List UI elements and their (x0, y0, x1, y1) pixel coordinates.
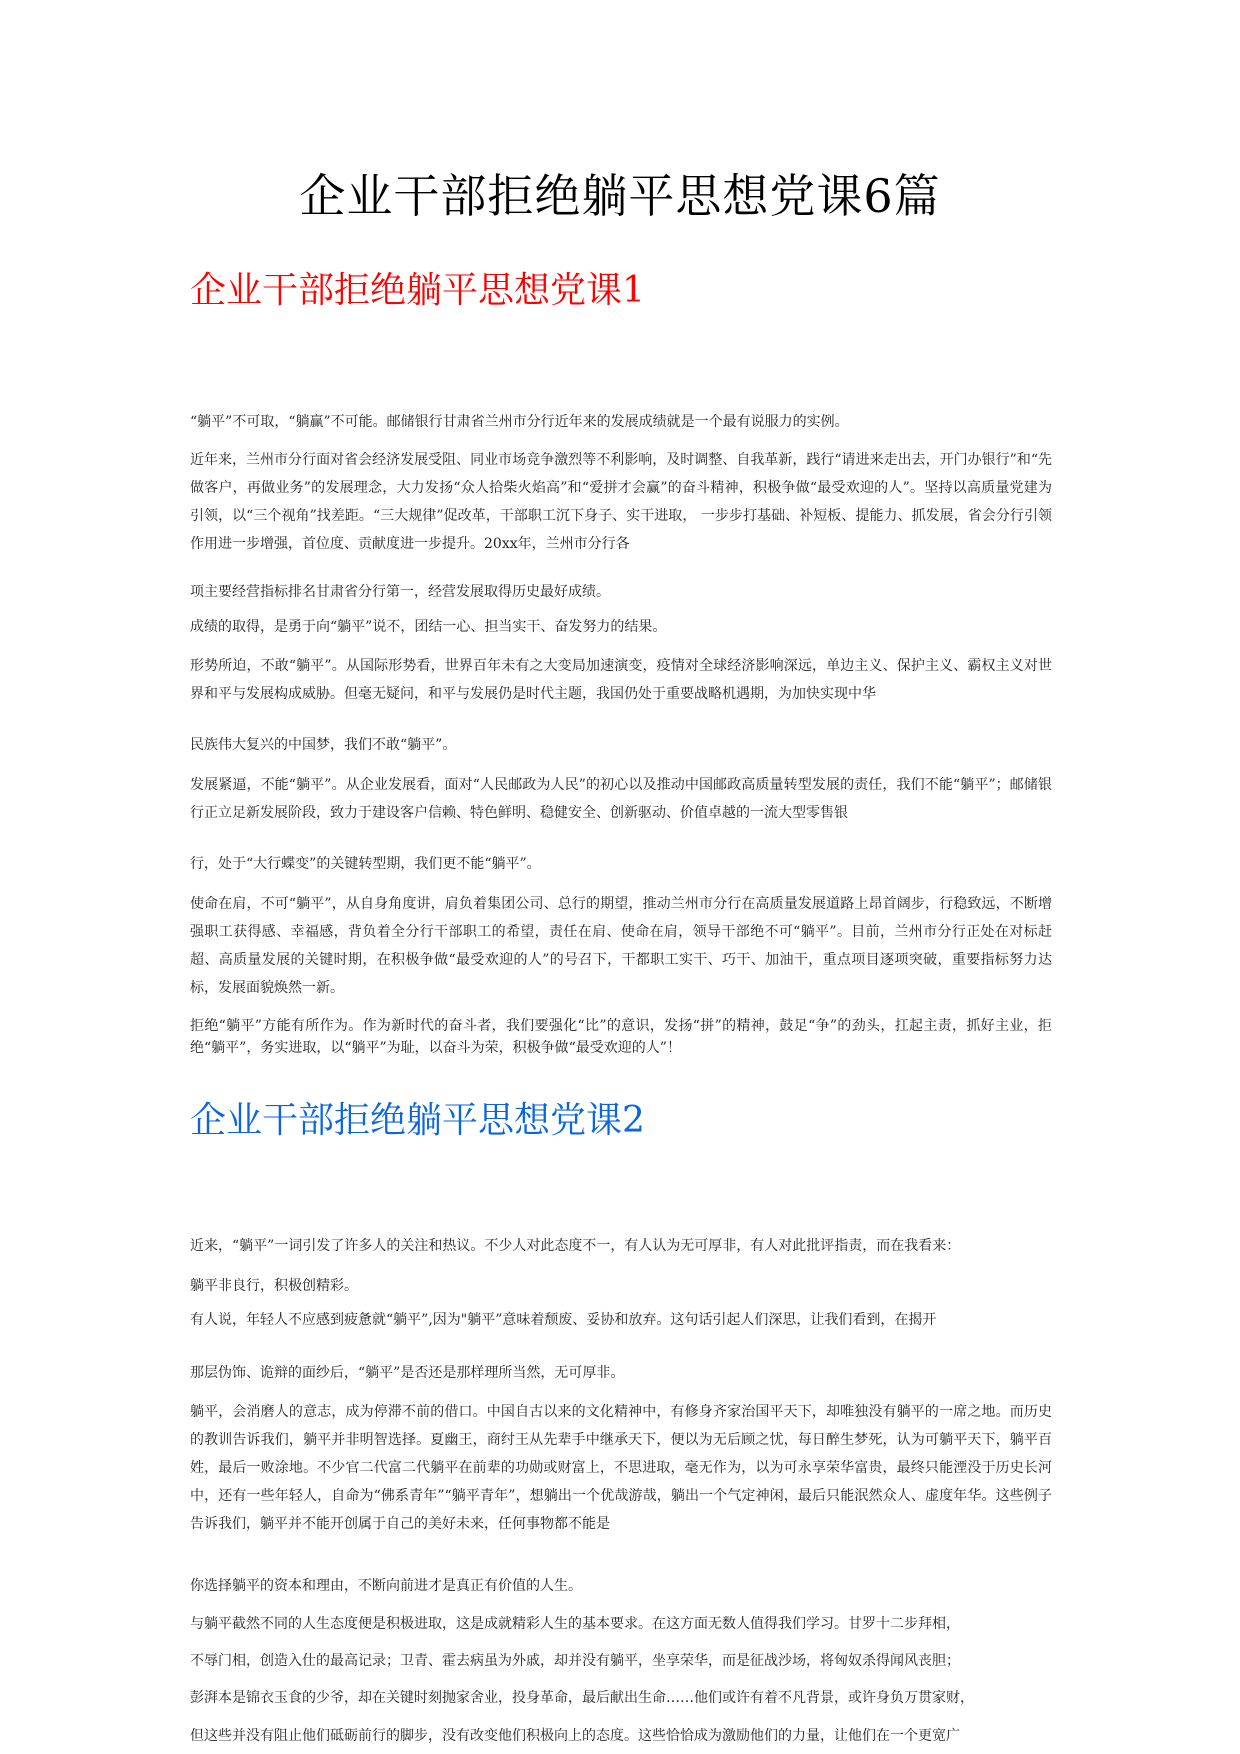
section-2-paragraph: 与躺平截然不同的人生态度便是积极进取，这是成就精彩人生的基本要求。在这方面无数人值得我们学习。甘罗十二步拜相， (190, 1616, 960, 1632)
section-2-paragraph: 躺平，会消磨人的意志，成为停滞不前的借口。中国自古以来的文化精神中，有修身齐家治国平天下，却唯独没有躺平的一席之地。而历史的教训告诉我们，躺平并非明智选择。夏幽王，商纣王从先辈手中继承天下，便以为无后顾之忧，每日醉生梦死，认为可躺平天下，躺平百姓，最后一败涂地。不少官二代富二代躺平在前辈的功勋或财富上，不思进取，毫无作为，以为可永享荣华富贵，最终只能湮没于历史长河中，还有一些年轻人，自命为“佛系青年”“躺平青年”，想躺出一个优哉游哉，躺出一个气定神闲，最后只能泯然众人、虚度年华。这些例子告诉我们，躺平并不能开创属于自己的美好未来，任何事物都不能是 (190, 1404, 1052, 1532)
section-2-paragraph: 近来，“躺平”一词引发了许多人的关注和热议。不少人对此态度不一，有人认为无可厚非，有人对此批评指责，而在我看来： (190, 1238, 961, 1254)
section-1-paragraph: 发展紧逼，不能“躺平”。从企业发展看，面对“人民邮政为人民”的初心以及推动中国邮政高质量转型发展的责任，我们不能“躺平”；邮储银行正立足新发展阶段，致力于建设客户信赖、特色鲜明、稳健安全、创新驱动、价值卓越的一流大型零售银 (190, 777, 1052, 821)
section-1-paragraph: 成绩的取得，是勇于向“躺平”说不，团结一心、担当实干、奋发努力的结果。 (190, 619, 667, 635)
section-1-heading: 企业干部拒绝躺平思想党课1 (190, 270, 645, 311)
section-1-paragraph: 项主要经营指标排名甘肃省分行第一，经营发展取得历史最好成绩。 (190, 584, 610, 600)
section-2-paragraph: 你选择躺平的资本和理由，不断向前进才是真正有价值的人生。 (190, 1578, 582, 1594)
section-2-paragraph: 躺平非良行，积极创精彩。 (190, 1278, 358, 1294)
section-2-paragraph: 有人说，年轻人不应感到疲惫就“躺平”,因为"躺平”意味着颓废、妥协和放弃。这句话引起人们深思，让我们看到，在揭开 (190, 1312, 937, 1328)
section-1-paragraph: 民族伟大复兴的中国梦，我们不敢“躺平”。 (190, 737, 457, 753)
section-2-heading: 企业干部拒绝躺平思想党课2 (190, 1100, 645, 1141)
section-1-paragraph: “躺平”不可取，“躺赢”不可能。邮储银行甘肃省兰州市分行近年来的发展成绩就是一个最有说服力的实例。 (190, 414, 849, 430)
section-2-paragraph: 彭湃本是锦衣玉食的少爷，却在关键时刻抛家舍业，投身革命，最后献出生命……他们或许有着不凡背景，或许身负万贯家财， (190, 1690, 974, 1706)
section-1-paragraph: 形势所迫，不敢“躺平”。从国际形势看，世界百年未有之大变局加速演变，疫情对全球经济影响深远，单边主义、保护主义、霸权主义对世界和平与发展构成威胁。但毫无疑问，和平与发展仍是时代主题，我国仍处于重要战略机遇期，为加快实现中华 (190, 658, 1052, 702)
section-1-paragraph: 近年来，兰州市分行面对省会经济发展受阻、同业市场竞争激烈等不利影响，及时调整、自我革新，践行“请进来走出去，开门办银行”和“先做客户，再做业务”的发展理念，大力发扬“众人拾柴火焰高”和“爱拼才会赢”的奋斗精神，积极争做“最受欢迎的人”。坚持以高质量党建为引领，以“三个视角”找差距。“三大规律”促改革，干部职工沉下身子、实干进取， 一步步打基础、补短板、提能力、抓发展，省会分行引领作用进一步增强，首位度、贡献度进一步提升。20xx年，兰州市分行各 (190, 452, 1052, 552)
section-1-paragraph: 行，处于“大行蝶变”的关键转型期，我们更不能“躺平”。 (190, 856, 541, 872)
section-2-paragraph: 那层伪饰、诡辩的面纱后，“躺平”是否还是那样理所当然，无可厚非。 (190, 1365, 625, 1381)
section-2-paragraph: 不辱门相，创造入仕的最高记录；卫青、霍去病虽为外戚，却并没有躺平，坐享荣华，而是征战沙场，将匈奴杀得闻风丧胆； (190, 1653, 960, 1669)
section-1-paragraph: 使命在肩，不可“躺平”，从自身角度讲，肩负着集团公司、总行的期望，推动兰州市分行在高质量发展道路上昂首阔步，行稳致远，不断增强职工获得感、幸福感，背负着全分行干部职工的希望，责任在肩、使命在肩，领导干部绝不可“躺平”。目前，兰州市分行正处在对标赶超、高质量发展的关键时期，在积极争做“最受欢迎的人”的号召下，干都职工实干、巧干、加油干，重点项目逐项突破，重要指标努力达标，发展面貌焕然一新。 (190, 896, 1052, 996)
section-1-paragraph: 拒绝“躺平”方能有所作为。作为新时代的奋斗者，我们要强化“比”的意识，发扬“拼”的精神，鼓足“争”的劲头，扛起主责，抓好主业，拒绝“躺平”，务实进取，以“躺平”为耻，以奋斗为荣，积极争做“最受欢迎的人”！ (190, 1018, 1052, 1056)
section-2-paragraph: 但这些并没有阻止他们砥砺前行的脚步，没有改变他们积极向上的态度。这些恰恰成为激励他们的力量，让他们在一个更宽广 (190, 1728, 960, 1744)
document-title: 企业干部拒绝躺平思想党课6篇 (299, 169, 941, 223)
